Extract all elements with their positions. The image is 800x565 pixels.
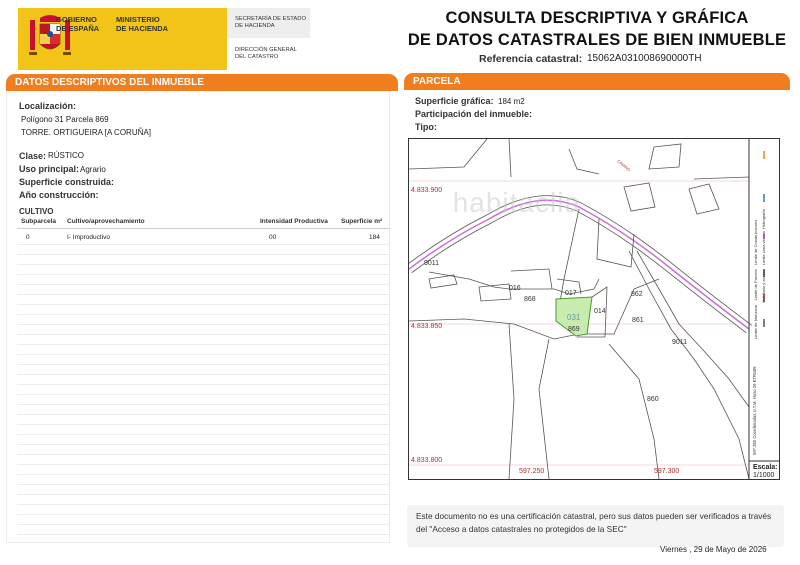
table-row-line — [17, 514, 390, 515]
parcel-label: 017 — [565, 290, 577, 297]
reference-value: 15062A031008690000TH — [587, 53, 702, 64]
table-row-line — [17, 384, 390, 385]
header-divider — [17, 228, 390, 229]
map-legend-2 — [761, 143, 769, 343]
secretariat-name: SECRETARÍA DE ESTADO DE HACIENDA — [235, 16, 306, 29]
scale-label: Escala: — [753, 464, 778, 471]
coord-bottom-left: 4.833.800 — [411, 457, 443, 464]
use-value: Agrario — [80, 165, 106, 174]
table-row-line — [17, 434, 390, 435]
coordinate-system-note: 597.350 Coordenadas U.T.M. Huso 29 ETRS89 — [752, 366, 757, 455]
table-row-line — [17, 254, 390, 255]
table-row-line — [17, 524, 390, 525]
section-header-parcel: PARCELA — [404, 73, 790, 90]
col-header-area: Superficie m² — [341, 218, 383, 225]
table-row-line — [17, 274, 390, 275]
cell-subparcel: 0 — [26, 234, 30, 241]
government-name: GOBIERNO DE ESPAÑA — [56, 15, 100, 33]
table-row-line — [17, 374, 390, 375]
road-label: CAMINO — [616, 158, 632, 173]
document-date: Viernes , 29 de Mayo de 2026 — [660, 545, 767, 554]
parcel-label: 9011 — [424, 260, 440, 267]
table-row-line — [17, 354, 390, 355]
location-label: Localización: — [19, 101, 77, 111]
parcel-label: 861 — [632, 317, 644, 324]
coord-bottom-1: 597.250 — [519, 468, 545, 475]
cell-area: 184 — [369, 234, 380, 241]
legend-items: Límite de Manzana Límite de Parcela Límite de Construcciones — [753, 219, 758, 339]
table-row-line — [17, 304, 390, 305]
table-row-line — [17, 534, 390, 535]
table-row-line — [17, 454, 390, 455]
directorate-name: DIRECCIÓN GENERAL DEL CATASTRO — [235, 47, 297, 60]
type-label: Tipo: — [415, 122, 437, 132]
section-header-descriptive: DATOS DESCRIPTIVOS DEL INMUEBLE — [6, 74, 398, 91]
table-row-line — [17, 404, 390, 405]
table-row-line — [17, 324, 390, 325]
parcel-label: 014 — [594, 308, 606, 315]
table-row-line — [17, 284, 390, 285]
scale-value: 1/1000 — [753, 472, 775, 479]
cadastral-map[interactable] — [408, 138, 780, 480]
graphic-area-label: Superficie gráfica: — [415, 96, 494, 106]
coord-bottom-2: 597.300 — [654, 468, 680, 475]
graphic-area-value: 184 m2 — [498, 97, 525, 106]
table-row-line — [17, 344, 390, 345]
table-row-line — [17, 484, 390, 485]
table-row-line — [17, 444, 390, 445]
location-line-1: Polígono 31 Parcela 869 — [21, 115, 109, 124]
table-row-line — [17, 294, 390, 295]
table-row-line — [17, 364, 390, 365]
class-value: RÚSTICO — [48, 151, 84, 160]
table-row-line — [17, 334, 390, 335]
disclaimer-text: Este documento no es una certificación catastral, pero sus datos pueden ser verificados a través del "Acceso a datos catastrales no protegidos de la SEC" — [416, 511, 772, 534]
table-row-line — [17, 264, 390, 265]
table-row-line — [17, 504, 390, 505]
parcel-label: 860 — [647, 396, 659, 403]
parcel-label: 869 — [568, 326, 580, 333]
participation-label: Participación del inmueble: — [415, 109, 533, 119]
table-row-line — [17, 424, 390, 425]
col-header-crop: Cultivo/aprovechamiento — [67, 218, 145, 225]
table-row-line — [17, 474, 390, 475]
class-label: Clase: — [19, 151, 47, 161]
built-area-label: Superficie construida: — [19, 177, 115, 187]
table-row-line — [17, 464, 390, 465]
table-row-line — [17, 394, 390, 395]
col-header-intensity: Intensidad Productiva — [260, 218, 328, 225]
table-row-line — [17, 314, 390, 315]
reference-label: Referencia catastral: — [479, 53, 583, 65]
year-built-label: Año construcción: — [19, 190, 99, 200]
col-header-subparcel: Subparcela — [21, 218, 57, 225]
table-row-line — [17, 494, 390, 495]
use-label: Uso principal: — [19, 164, 80, 174]
ministry-name: MINISTERIO DE HACIENDA — [116, 15, 169, 33]
watermark: habitaclia — [452, 187, 581, 218]
parcel-label: 862 — [631, 291, 643, 298]
crop-table — [17, 218, 390, 540]
coord-top-left: 4.833.900 — [411, 187, 443, 194]
cell-crop: I- Improductivo — [67, 234, 110, 241]
location-line-2: TORRE. ORTIGUEIRA [A CORUÑA] — [21, 128, 151, 137]
highlighted-parcel-label: 031 — [567, 313, 581, 322]
cell-intensity: 00 — [269, 234, 277, 241]
legend-items-2: Mobiliario y aceras Límite zona verde Hidrografía — [761, 209, 766, 303]
table-row-line — [17, 414, 390, 415]
coord-mid-left: 4.833.850 — [411, 323, 443, 330]
crop-section-title: CULTIVO — [19, 207, 54, 216]
parcel-label: 868 — [524, 296, 536, 303]
page-title: CONSULTA DESCRIPTIVA Y GRÁFICA DE DATOS CATASTRALES DE BIEN INMUEBLE — [407, 9, 787, 49]
parcel-label: 9011 — [672, 339, 688, 346]
parcel-label: 016 — [509, 285, 521, 292]
table-row-line — [17, 244, 390, 245]
